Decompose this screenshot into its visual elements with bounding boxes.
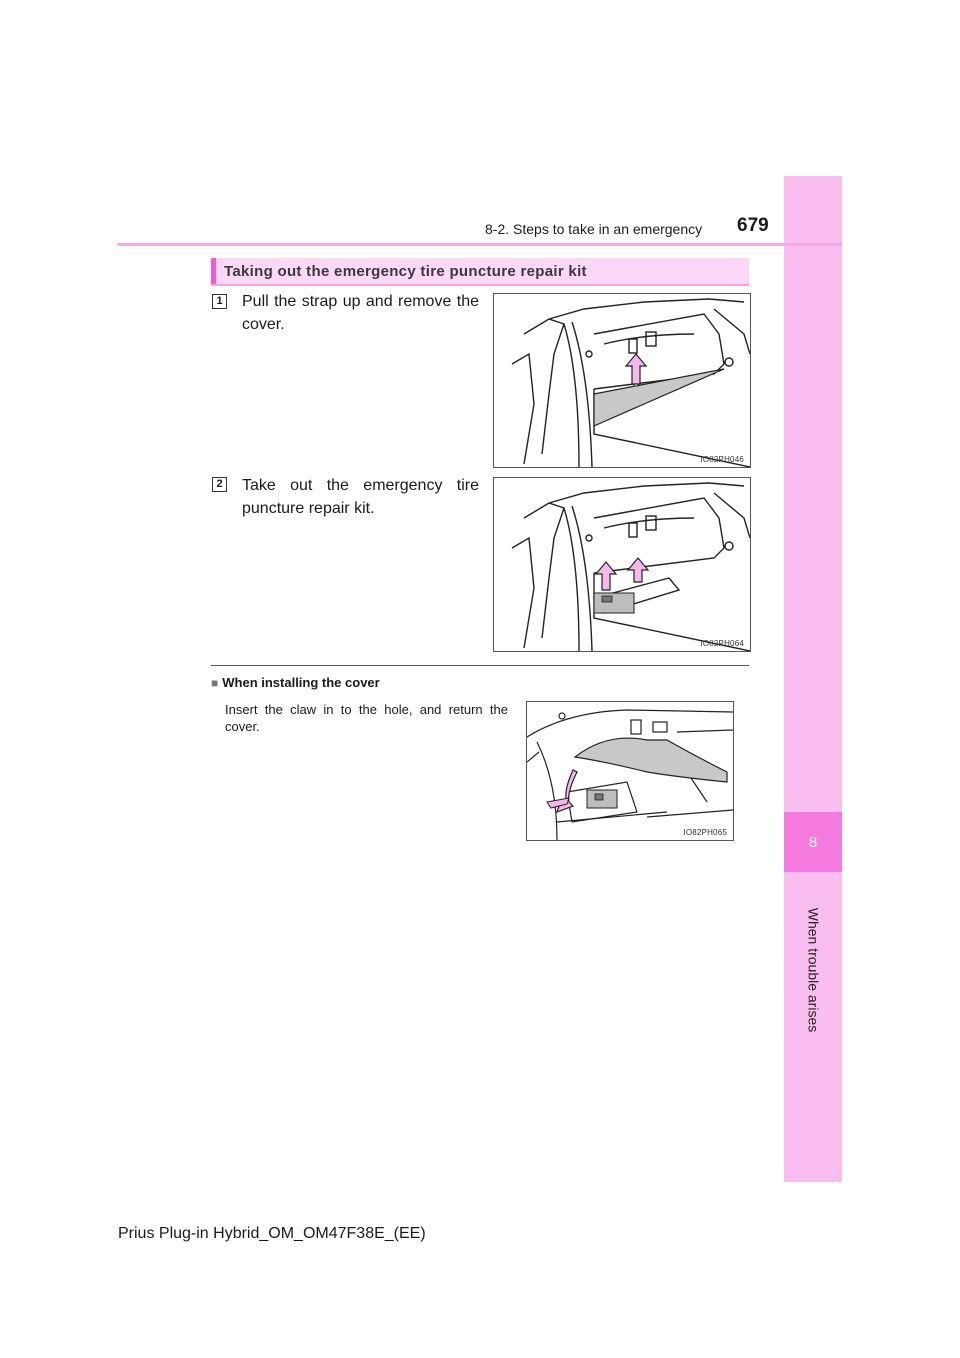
step-text-2: Take out the emergency tire puncture repair kit. [242, 477, 479, 517]
step-number-2: 2 [212, 477, 227, 492]
install-cover-illustration [527, 702, 733, 840]
document-footer: Prius Plug-in Hybrid_OM_OM47F38E_(EE) [118, 1225, 426, 1242]
figure-step-1 [493, 293, 751, 468]
figure-code-2: IO82PH064 [700, 639, 744, 648]
section-divider [211, 665, 749, 666]
figure-step-2 [493, 477, 751, 652]
section-title: Taking out the emergency tire puncture repair kit [224, 263, 587, 280]
header-divider [118, 243, 842, 246]
chapter-title-text: When trouble arises [805, 907, 822, 1033]
chapter-title [778, 907, 848, 1033]
repair-kit-illustration [494, 478, 750, 651]
note-text: Insert the claw in to the hole, and return the cover. [225, 702, 508, 734]
figure-install-cover [526, 701, 734, 841]
note-heading-text: When installing the cover [222, 675, 380, 690]
step-number-1: 1 [212, 294, 227, 309]
chapter-number: 8 [784, 812, 842, 872]
page-number: 679 [737, 215, 769, 236]
trunk-cover-illustration [494, 294, 750, 467]
figure-code-3: IO82PH065 [683, 828, 727, 837]
figure-code-1: IO82PH046 [700, 455, 744, 464]
note-heading [211, 675, 380, 690]
section-title-bar [211, 258, 749, 286]
square-bullet-icon: ■ [211, 676, 219, 690]
title-accent [211, 258, 216, 284]
section-header: 8-2. Steps to take in an emergency [485, 221, 703, 237]
step-text-1: Pull the strap up and remove the cover. [242, 293, 479, 333]
